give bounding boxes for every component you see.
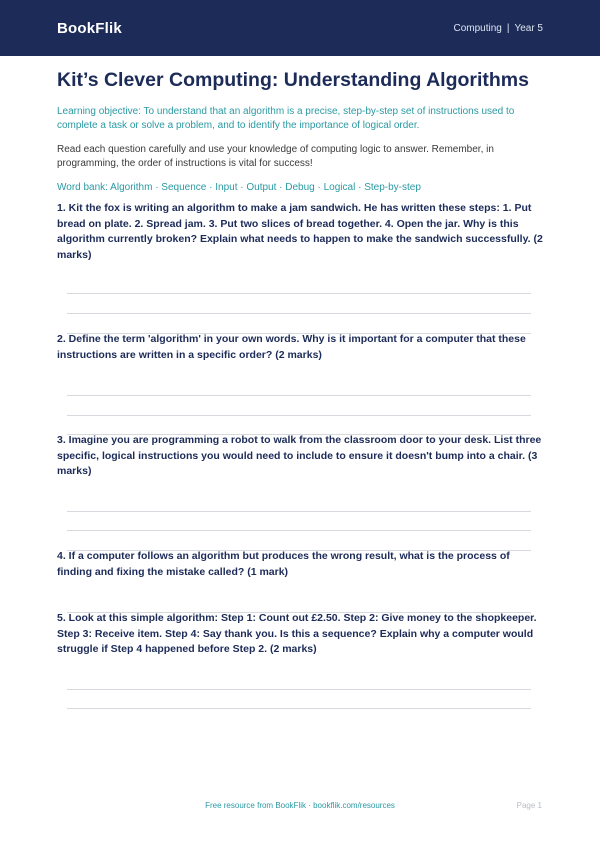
page-title: Kit’s Clever Computing: Understanding Algorithms <box>57 69 529 91</box>
year-label: Year 5 <box>514 22 543 34</box>
answer-line[interactable] <box>67 511 531 512</box>
answer-line[interactable] <box>67 415 531 416</box>
footer-source-link[interactable]: Free resource from BookFlik · bookflik.com/resources <box>205 801 395 810</box>
answer-line[interactable] <box>67 395 531 396</box>
answer-line[interactable] <box>67 313 531 314</box>
answer-line[interactable] <box>67 530 531 531</box>
question-3: 3. Imagine you are programming a robot to walk from the classroom door to your desk. List three specific, logical instructions you would need to include to ensure it doesn't bump into a chair. (3 marks) <box>57 434 542 477</box>
question-4: 4. If a computer follows an algorithm but produces the wrong result, what is the process of finding and fixing the mistake called? (1 mark) <box>57 550 510 578</box>
header-bar <box>0 0 600 56</box>
word-bank: Word bank: Algorithm · Sequence · Input · Output · Debug · Logical · Step-by-step <box>57 182 421 193</box>
question-2: 2. Define the term 'algorithm' in your own words. Why is it important for a computer that these instructions are written in a specific order? (2 marks) <box>57 333 526 361</box>
question-5: 5. Look at this simple algorithm: Step 1: Count out £2.50. Step 2: Give money to the shopkeeper. Step 3: Receive item. Step 4: Say thank you. Is this a sequence? Explain why a computer would struggle if Step 4 happened before Step 2. (2 marks) <box>57 612 537 655</box>
learning-objective: Learning objective: To understand that an algorithm is a precise, step-by-step set of instructions used to complete a task or solve a problem, and to identify the importance of logical order. <box>57 106 515 131</box>
instructions-text: Read each question carefully and use your knowledge of computing logic to answer. Remember, in programming, the order of instructions is vital for success! <box>57 144 494 169</box>
question-1: 1. Kit the fox is writing an algorithm to make a jam sandwich. He has written these steps: 1. Put bread on plate. 2. Spread jam. 3. Put two slices of bread together. 4. Open the jar. Why is this algorithm currently broken? Explain what needs to happen to make the sandwich successfully. (2 marks) <box>57 202 543 261</box>
subject-label: Computing <box>453 22 502 34</box>
answer-line[interactable] <box>67 689 531 690</box>
separator: | <box>506 22 510 34</box>
answer-line[interactable] <box>67 708 531 709</box>
page-number: Page 1 <box>516 801 542 810</box>
brand-logo-text: BookFlik <box>57 19 122 37</box>
subject-year-label <box>453 23 543 34</box>
intro-section <box>0 67 600 195</box>
answer-line[interactable] <box>67 293 531 294</box>
